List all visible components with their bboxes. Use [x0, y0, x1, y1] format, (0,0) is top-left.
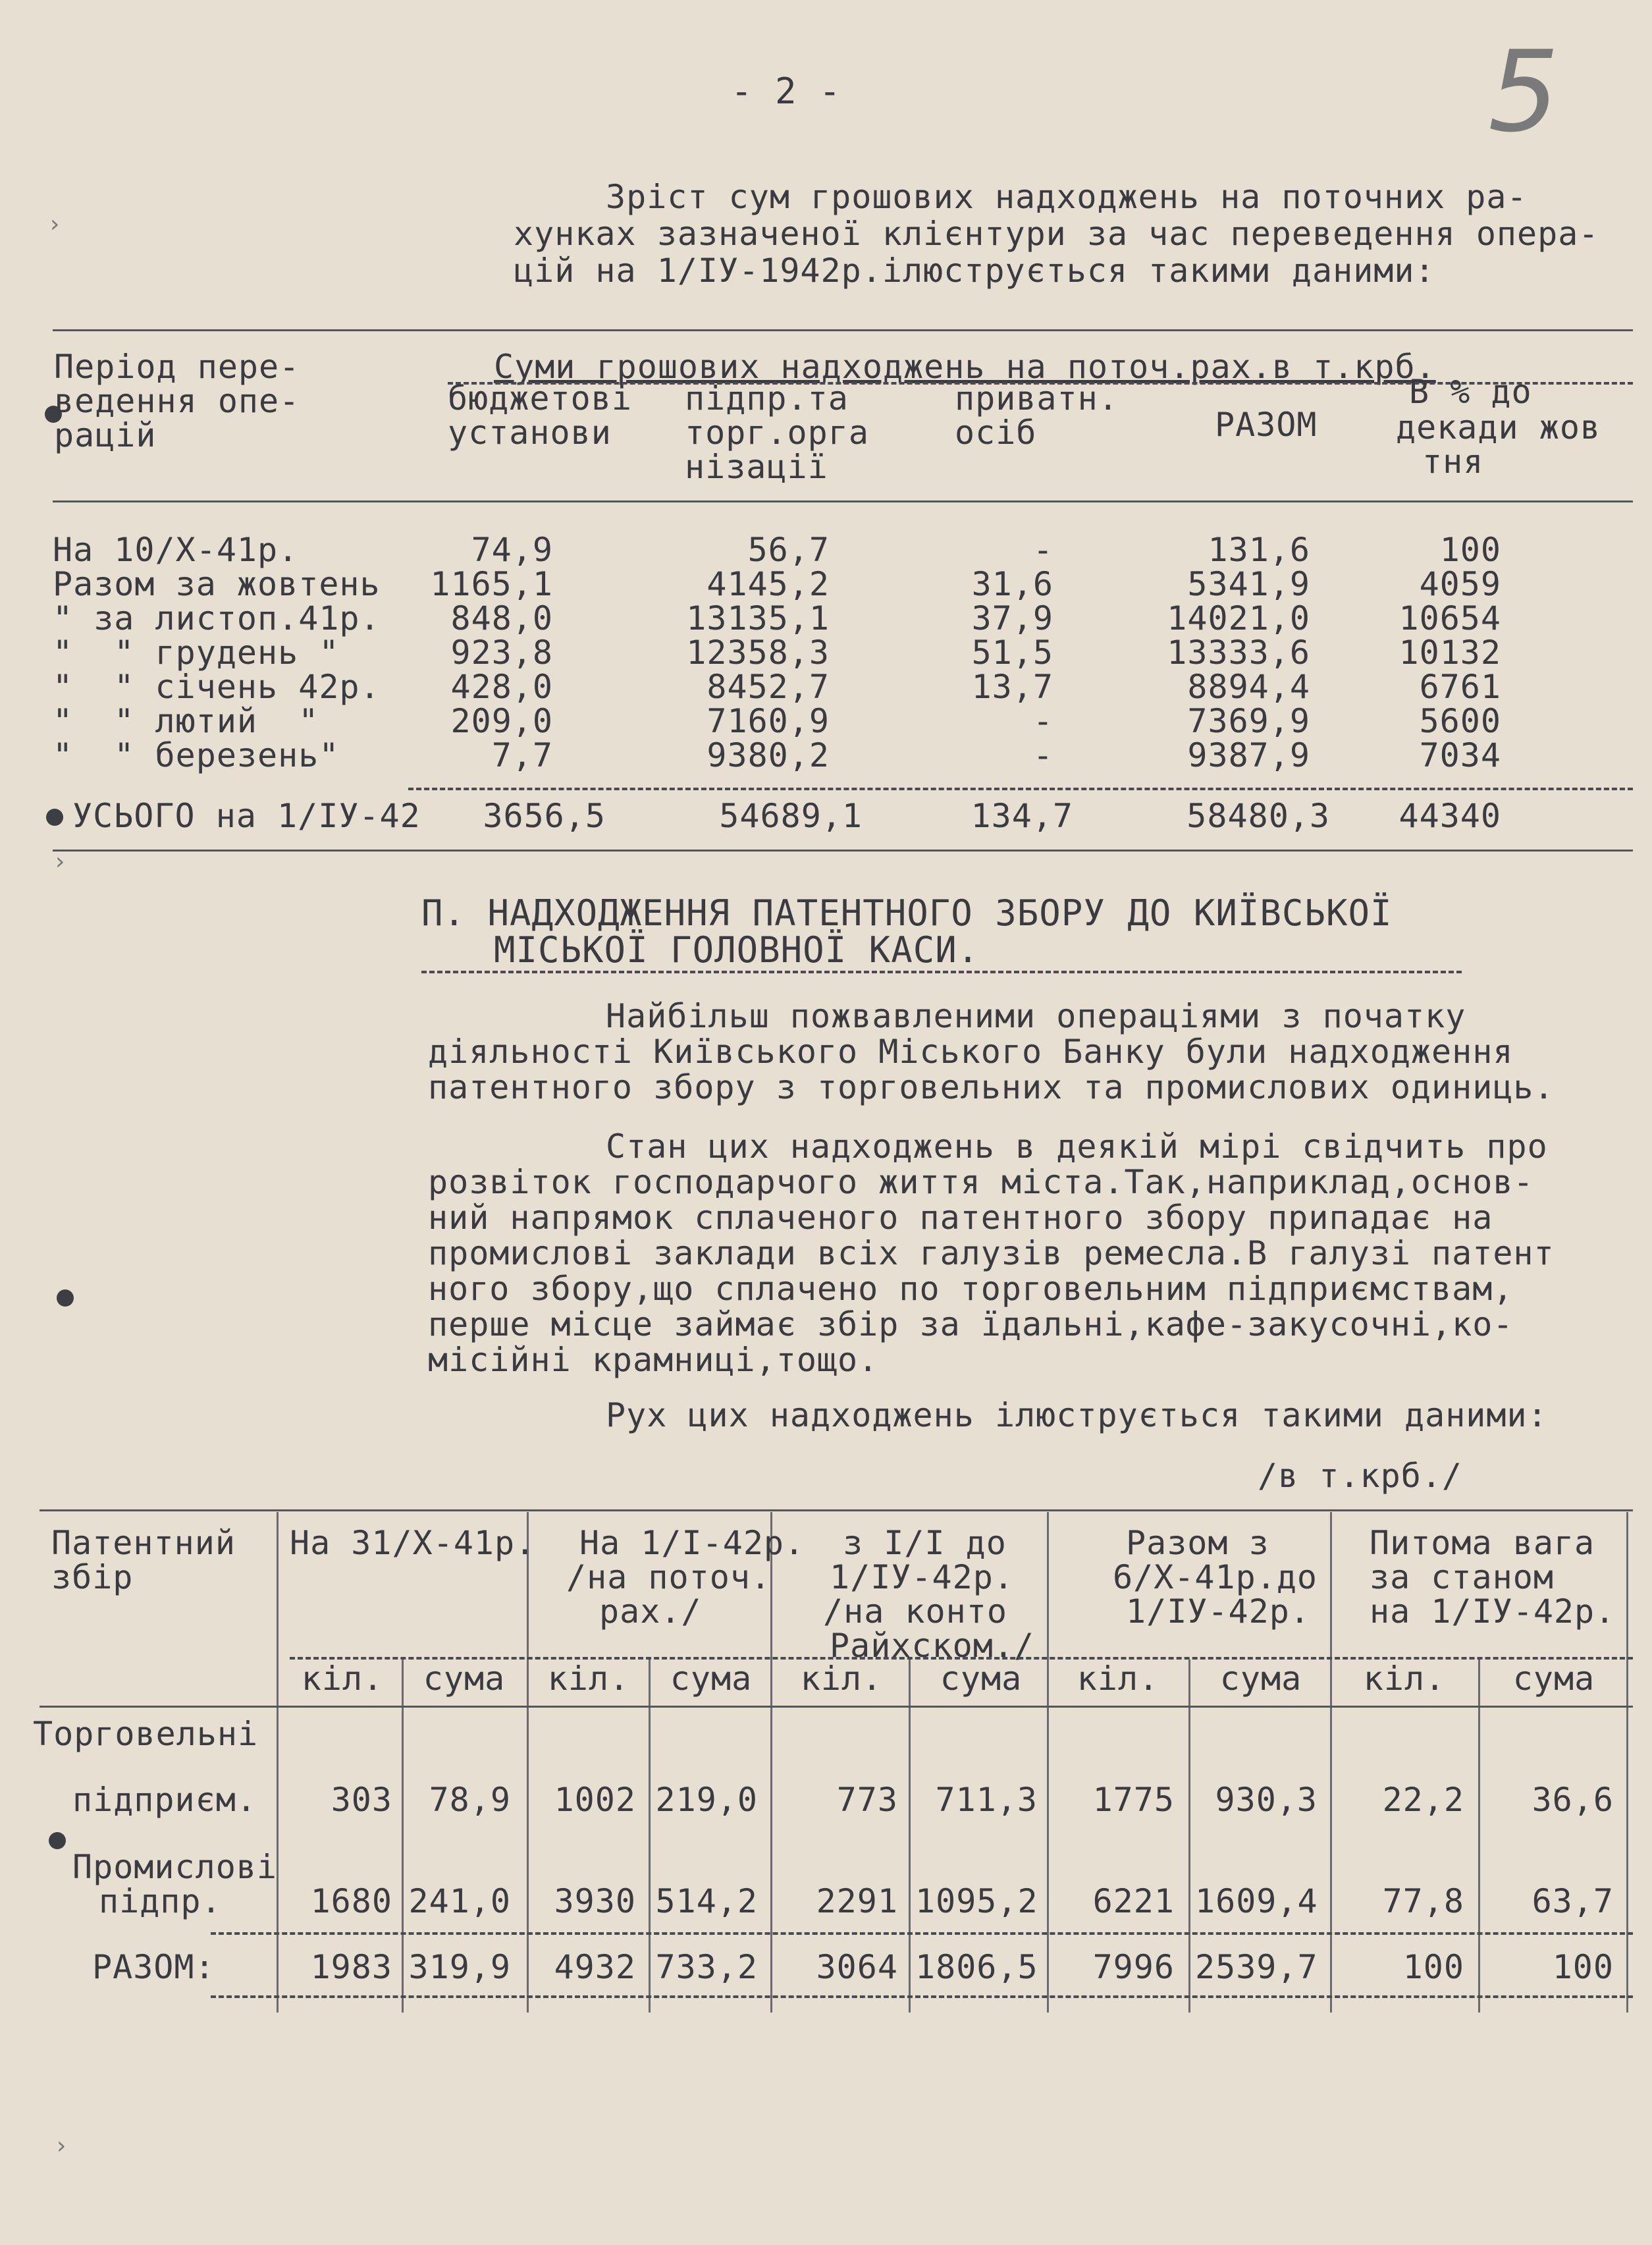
t2-total-cell: 2539,7 [1195, 1948, 1318, 1986]
t2-cell: 773 [836, 1781, 898, 1819]
t1-cell-budget: 848,0 [450, 599, 553, 637]
t1-cell-percent: 7034 [1419, 736, 1501, 774]
t2-cell: 303 [331, 1781, 392, 1819]
t1-cell-label: " " березень" [53, 736, 340, 774]
t2-cell: 1680 [310, 1882, 392, 1920]
t2-cell: 63,7 [1532, 1882, 1614, 1920]
t1-total-budget: 3656,5 [483, 797, 606, 835]
t1-cell-percent: 6761 [1419, 668, 1501, 706]
t1-col-private: приватн. [955, 379, 1119, 418]
t2-cell: 2291 [816, 1882, 898, 1920]
para1-line: патентного збору з торговельних та промислових одиниць. [428, 1068, 1555, 1106]
t1-cell-enterprises: 9380,2 [706, 736, 830, 774]
t2-col-g2: На 1/І-42р. [579, 1524, 805, 1562]
t2-subcolumn-divider [1188, 1660, 1190, 2013]
t1-cell-label: " " лютий " [53, 702, 319, 740]
t2-cell: 1095,2 [915, 1882, 1038, 1920]
sheet-number: 5 [1488, 27, 1560, 157]
t1-cell-private: 37,9 [971, 599, 1053, 637]
t1-col-enterprises: підпр.та [685, 379, 849, 418]
margin-mark: › [47, 211, 62, 238]
t2-subcolumn-divider [909, 1660, 911, 2013]
t2-bottom-rule [211, 1995, 1633, 1998]
t1-period-header: ведення опе- [54, 382, 300, 420]
t2-cell: 6221 [1092, 1882, 1175, 1920]
para2-line: ний напрямок сплаченого патентного збору припадає на [428, 1199, 1493, 1237]
t1-cell-budget: 923,8 [450, 634, 553, 672]
t2-total-cell: 1983 [310, 1948, 392, 1986]
section2-heading: МІСЬКОЇ ГОЛОВНОЇ КАСИ. [494, 929, 980, 971]
t1-total-private: 134,7 [971, 797, 1073, 835]
page-marker: - 2 - [731, 70, 841, 112]
t1-cell-budget: 209,0 [450, 702, 553, 740]
t1-cell-budget: 7,7 [491, 736, 553, 774]
para2-line: ного збору,що сплачено по торговельним підприємствам, [428, 1270, 1514, 1308]
t2-subcolumn-divider [1478, 1660, 1480, 2013]
t2-cell: 1775 [1092, 1781, 1175, 1819]
t1-cell-label: " " січень 42р. [53, 668, 381, 706]
t2-total-cell: 4932 [554, 1948, 636, 1986]
t1-header-bottom-rule [53, 500, 1633, 502]
t1-period-header: рацій [54, 416, 157, 454]
t2-cell: 3930 [554, 1882, 636, 1920]
t2-column-divider [527, 1512, 529, 2013]
para2-line: перше місце займає збір за їдальні,кафе-закусочні,ко- [428, 1305, 1514, 1343]
t1-col-total: РАЗОМ [1215, 406, 1318, 444]
t1-cell-percent: 5600 [1419, 702, 1501, 740]
intro-line: цій на 1/ІУ-1942р.ілюструється такими даними: [514, 252, 1435, 290]
t1-cell-total: 5341,9 [1187, 565, 1310, 603]
section2-heading: П. НАДХОДЖЕННЯ ПАТЕНТНОГО ЗБОРУ ДО КИЇВСЬКОЇ [421, 892, 1393, 934]
t2-col-g5: за станом [1370, 1558, 1554, 1596]
t1-cell-enterprises: 12358,3 [686, 634, 830, 672]
t2-col-g1: На 31/Х-41р. [290, 1524, 536, 1562]
t1-cell-private: - [1032, 736, 1053, 774]
t2-cell: 78,9 [429, 1781, 511, 1819]
t2-subheader-count: кіл. [800, 1660, 883, 1698]
t1-col-budget: установи [448, 414, 612, 452]
section2-heading-rule [421, 971, 1462, 973]
t2-subcolumn-divider [402, 1660, 404, 2013]
t2-total-cell: 100 [1552, 1948, 1614, 1986]
t1-col-percent: декади жов [1396, 408, 1601, 446]
t2-subheader-sum: сума [1512, 1660, 1595, 1698]
t2-col-g2: рах./ [599, 1592, 702, 1631]
para1-line: діяльності Київського Міського Банку були надходження [428, 1033, 1514, 1071]
t1-cell-total: 13333,6 [1167, 634, 1310, 672]
t1-cell-private: 31,6 [971, 565, 1053, 603]
t2-cell: 1002 [554, 1781, 636, 1819]
t1-cell-enterprises: 13135,1 [686, 599, 830, 637]
t2-column-divider [1626, 1512, 1628, 2013]
t2-total-cell: 733,2 [655, 1948, 758, 1986]
t2-col-g3: з І/І до [843, 1524, 1007, 1562]
t1-cell-budget: 1165,1 [430, 565, 553, 603]
t1-bottom-rule [53, 850, 1633, 852]
t1-period-header: Період пере- [54, 348, 300, 386]
t2-cell: 36,6 [1532, 1781, 1614, 1819]
t2-subheader-count: кіл. [1077, 1660, 1159, 1698]
t2-cell: 241,0 [408, 1882, 511, 1920]
t1-total-rule [408, 788, 1633, 790]
intro-line: Зріст сум грошових надходжень на поточних ра- [606, 178, 1528, 216]
t2-total-rule [211, 1932, 1633, 1935]
t2-total-cell: 3064 [816, 1948, 898, 1986]
t1-total-percent: 44340 [1399, 797, 1501, 835]
t1-total-label: УСЬОГО на 1/ІУ-42 [72, 797, 421, 835]
t1-cell-private: 13,7 [971, 668, 1053, 706]
t1-cell-enterprises: 4145,2 [706, 565, 830, 603]
t1-cell-budget: 428,0 [450, 668, 553, 706]
t2-col-g4: 6/Х-41р.до [1113, 1558, 1318, 1596]
t2-row-label: підпр. [99, 1882, 222, 1920]
t2-col-g5: Питома вага [1370, 1524, 1595, 1562]
t1-cell-total: 8894,4 [1187, 668, 1310, 706]
t2-col-name: Патентний [51, 1524, 236, 1562]
t2-column-divider [277, 1512, 279, 2013]
t2-subcolumn-divider [649, 1660, 651, 2013]
punch-hole [46, 809, 63, 826]
t2-column-divider [1330, 1512, 1332, 2013]
punch-hole [49, 1832, 66, 1849]
t2-col-g3: 1/ІУ-42р. [830, 1558, 1014, 1596]
t2-subheader-sum: сума [940, 1660, 1023, 1698]
t1-cell-private: - [1032, 531, 1053, 569]
t1-cell-private: - [1032, 702, 1053, 740]
t2-total-label: РАЗОМ: [92, 1948, 215, 1986]
unit-label: /в т.крб./ [1258, 1457, 1463, 1495]
t1-cell-total: 7369,9 [1187, 702, 1310, 740]
t1-cell-label: " за листоп.41р. [53, 599, 381, 637]
t1-total-total: 58480,3 [1186, 797, 1330, 835]
t2-total-cell: 7996 [1092, 1948, 1175, 1986]
t2-cell: 930,3 [1215, 1781, 1318, 1819]
t1-col-percent: В % до [1409, 373, 1532, 411]
t2-subheader-count: кіл. [1363, 1660, 1446, 1698]
t2-cell: 1609,4 [1195, 1882, 1318, 1920]
para2-line: Стан цих надходжень в деякій мірі свідчить про [606, 1127, 1548, 1166]
t2-total-cell: 1806,5 [915, 1948, 1038, 1986]
margin-mark: › [53, 848, 67, 875]
para2-line: місійні крамниці,тощо. [428, 1341, 879, 1379]
t1-cell-private: 51,5 [971, 634, 1053, 672]
t1-cell-percent: 10654 [1399, 599, 1501, 637]
t1-cell-enterprises: 8452,7 [706, 668, 830, 706]
para1-line: Найбільш пожвавленими операціями з початку [606, 997, 1466, 1035]
margin-mark: › [54, 2132, 68, 2159]
t2-col-name: збір [51, 1558, 134, 1596]
t1-col-budget: бюджетові [448, 379, 632, 418]
t2-subheader-count: кіл. [301, 1660, 384, 1698]
t2-cell: 219,0 [655, 1781, 758, 1819]
t1-col-enterprises: нізації [685, 448, 828, 486]
t1-cell-enterprises: 56,7 [747, 531, 830, 569]
t2-row-label: Промислові [72, 1848, 278, 1886]
t2-top-rule [40, 1509, 1633, 1511]
t2-total-cell: 100 [1402, 1948, 1464, 1986]
t1-cell-budget: 74,9 [471, 531, 553, 569]
t1-total-enterprises: 54689,1 [719, 797, 863, 835]
t1-col-percent: тня [1422, 443, 1484, 481]
t1-cell-percent: 10132 [1399, 634, 1501, 672]
t2-row-label: підприєм. [72, 1781, 257, 1819]
para2-line: промислові заклади всіх галузів ремесла.В галузі патент [428, 1234, 1555, 1272]
t1-group-header: Суми грошових надходжень на поточ.рах.в т.крб. [494, 348, 1436, 386]
t1-col-enterprises: торг.орга [685, 414, 869, 452]
t1-cell-total: 131,6 [1208, 531, 1310, 569]
t1-cell-percent: 4059 [1419, 565, 1501, 603]
t2-header-bottom-rule [40, 1706, 1633, 1708]
t2-cell: 77,8 [1382, 1882, 1464, 1920]
t1-cell-total: 9387,9 [1187, 736, 1310, 774]
t2-col-g4: Разом з [1126, 1524, 1269, 1562]
t2-total-cell: 319,9 [408, 1948, 511, 1986]
t2-subheader-count: кіл. [547, 1660, 630, 1698]
t1-cell-enterprises: 7160,9 [706, 702, 830, 740]
t1-cell-total: 14021,0 [1167, 599, 1310, 637]
t1-cell-label: Разом за жовтень [53, 565, 381, 603]
t1-col-private: осіб [955, 414, 1037, 452]
t2-row-label: Торговельні [33, 1715, 259, 1753]
para3: Рух цих надходжень ілюструється такими даними: [606, 1396, 1548, 1434]
t2-subheader-sum: сума [670, 1660, 753, 1698]
t2-subheader-sum: сума [1219, 1660, 1302, 1698]
t2-col-g5: на 1/ІУ-42р. [1370, 1592, 1616, 1631]
t2-column-divider [1047, 1512, 1049, 2013]
t1-cell-label: На 10/Х-41р. [53, 531, 299, 569]
t2-col-g2: /на поточ. [566, 1558, 772, 1596]
table1-top-rule [53, 329, 1633, 331]
punch-hole [57, 1289, 74, 1307]
t2-col-g3: Райхском./ [830, 1627, 1035, 1665]
t2-cell: 22,2 [1382, 1781, 1464, 1819]
t2-subheader-sum: сума [423, 1660, 506, 1698]
t2-col-g3: /на конто [823, 1592, 1007, 1631]
t2-cell: 711,3 [935, 1781, 1038, 1819]
t2-cell: 514,2 [655, 1882, 758, 1920]
t1-cell-percent: 100 [1439, 531, 1501, 569]
para2-line: розвіток господарчого життя міста.Так,наприклад,основ- [428, 1163, 1534, 1201]
intro-line: хунках зазначеної клієнтури за час переведення опера- [514, 215, 1599, 253]
t1-cell-label: " " грудень " [53, 634, 340, 672]
t2-col-g4: 1/ІУ-42р. [1126, 1592, 1310, 1631]
